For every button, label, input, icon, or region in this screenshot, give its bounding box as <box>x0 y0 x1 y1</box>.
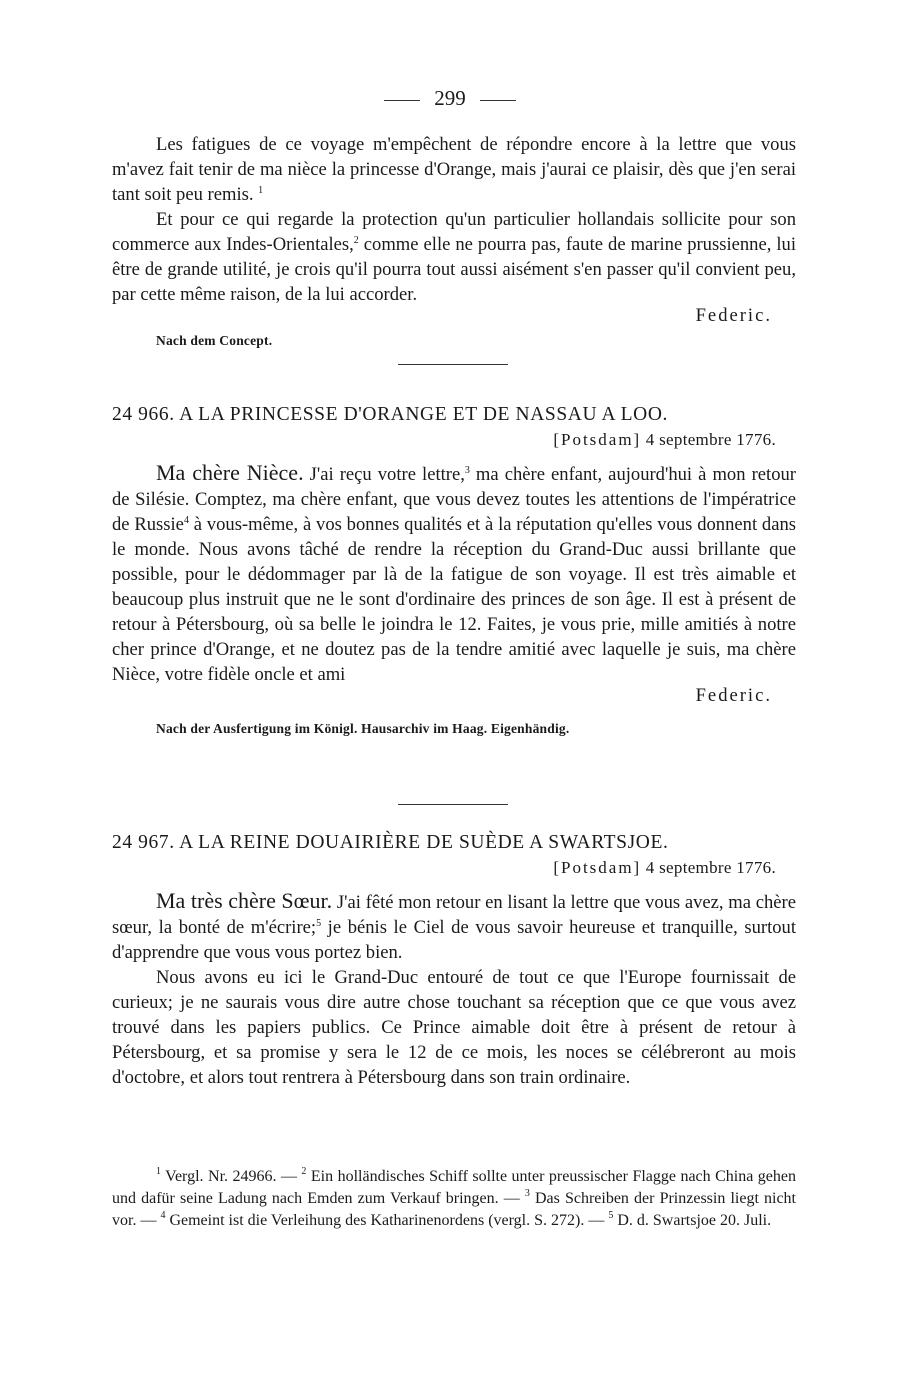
footnotes <box>112 1166 796 1232</box>
letter-date-line: [Potsdam] 4 septembre 1776. <box>553 858 776 877</box>
page-number-text: 299 <box>434 86 466 110</box>
signature: Federic. <box>695 685 772 706</box>
letter-body: Ma très chère Sœur. J'ai fêté mon retour en lisant la lettre que vous avez, ma chère sœur, la bonté de m'écrire;$^5$ je bénis le Ciel de vous savoir heureuse et tranquille, surtout d'apprendre que vous vous portez bien. <box>112 888 796 963</box>
intro-paragraph-2: Et pour ce qui regarde la protection qu'un particulier hollandais sollicite pour son commerce aux Indes-Orientales,$^2$ comme elle ne pourra pas, faute de marine prussienne, lui être de grande utilité, je crois qu'il pourra tout aussi aisément s'en passer qu'il convient peu, par cette même raison, de la lui accorder. <box>112 209 796 305</box>
letter-24967 <box>112 830 796 1090</box>
intro-paragraph-1: Les fatigues de ce voyage m'empêchent de répondre encore à la lettre que vous m'avez fait tenir de ma nièce la princesse d'Orange, mais j'aurai ce plaisir, dès que j'en serai tant soit peu remis. $^1$ <box>112 134 796 205</box>
letter-24966 <box>112 402 796 741</box>
section-divider <box>398 364 508 365</box>
footnote-ref: 3 <box>464 465 470 476</box>
source-note: Nach der Ausfertigung im Königl. Hausarchiv im Haag. Eigenhändig. <box>156 721 570 736</box>
page-number-dash-right <box>480 100 516 101</box>
letter-heading: 24 966. A LA PRINCESSE D'ORANGE ET DE NASSAU A LOO. <box>112 404 668 425</box>
salutation: Ma très chère Sœur. <box>156 888 333 913</box>
intro-section <box>112 132 796 353</box>
letter-body: Ma chère Nièce. J'ai reçu votre lettre,$^3$ ma chère enfant, aujourd'hui à mon retour de Silésie. Comptez, ma chère enfant, que vous devez toutes les attentions de l'impératrice de Russie$^4$ à vous-même, à vos bonnes qualités et à la réputation qu'elles vous donnent dans le monde. Nous avons tâché de rendre la réception du Grand-Duc aussi brillante que possible, pour le dédommager par là de la fatigue de son voyage. Il est très aimable et beaucoup plus instruit que ne le sont d'ordinaire des princes de son âge. Il est à présent de retour à Pétersbourg, où sa belle le joindra le 12. Faites, je vous prie, mille amitiés à notre cher prince d'Orange, et ne doutez pas de la tendre amitié avec laquelle je suis, ma chère Nièce, votre fidèle oncle et ami <box>112 460 796 685</box>
page-number-dash-left <box>384 100 420 101</box>
footnote-text: $^1$ Vergl. Nr. 24966. — $^2$ Ein holländisches Schiff sollte unter preussischer Flagge nach China gehen und dafür seine Ladung nach Emden zum Verkauf bringen. — $^3$ Das Schreiben der Prinzessin liegt nicht vor. — $^4$ Gemeint ist die Verleihung des Katharinenordens (vergl. S. 272). — $^5$ D. d. Swartsjoe 20. Juli. <box>112 1166 797 1229</box>
source-note: Nach dem Concept. <box>156 333 273 348</box>
signature: Federic. <box>695 305 772 326</box>
letter-date-line: [Potsdam] 4 septembre 1776. <box>553 430 776 449</box>
section-divider <box>398 804 508 805</box>
salutation: Ma chère Nièce. <box>156 460 304 485</box>
letter-body-paragraph-2: Nous avons eu ici le Grand-Duc entouré de tout ce que l'Europe fournissait de curieux; je ne saurais vous dire autre chose touchant sa réception que ce que vous avez trouvé dans les papiers publics. Ce Prince aimable doit être à présent de retour à Pétersbourg, et sa promise y sera le 12 de ce mois, les noces se célébreront au mois d'octobre, et alors tout rentrera à Pétersbourg dans son train ordinaire. <box>112 967 796 1088</box>
page-number <box>0 86 900 111</box>
footnote-ref: 5 <box>316 918 322 929</box>
footnote-ref: 1 <box>258 185 264 196</box>
letter-heading: 24 967. A LA REINE DOUAIRIÈRE DE SUÈDE A SWARTSJOE. <box>112 832 669 853</box>
footnote-ref: 2 <box>353 235 359 246</box>
footnote-ref: 4 <box>183 515 189 526</box>
